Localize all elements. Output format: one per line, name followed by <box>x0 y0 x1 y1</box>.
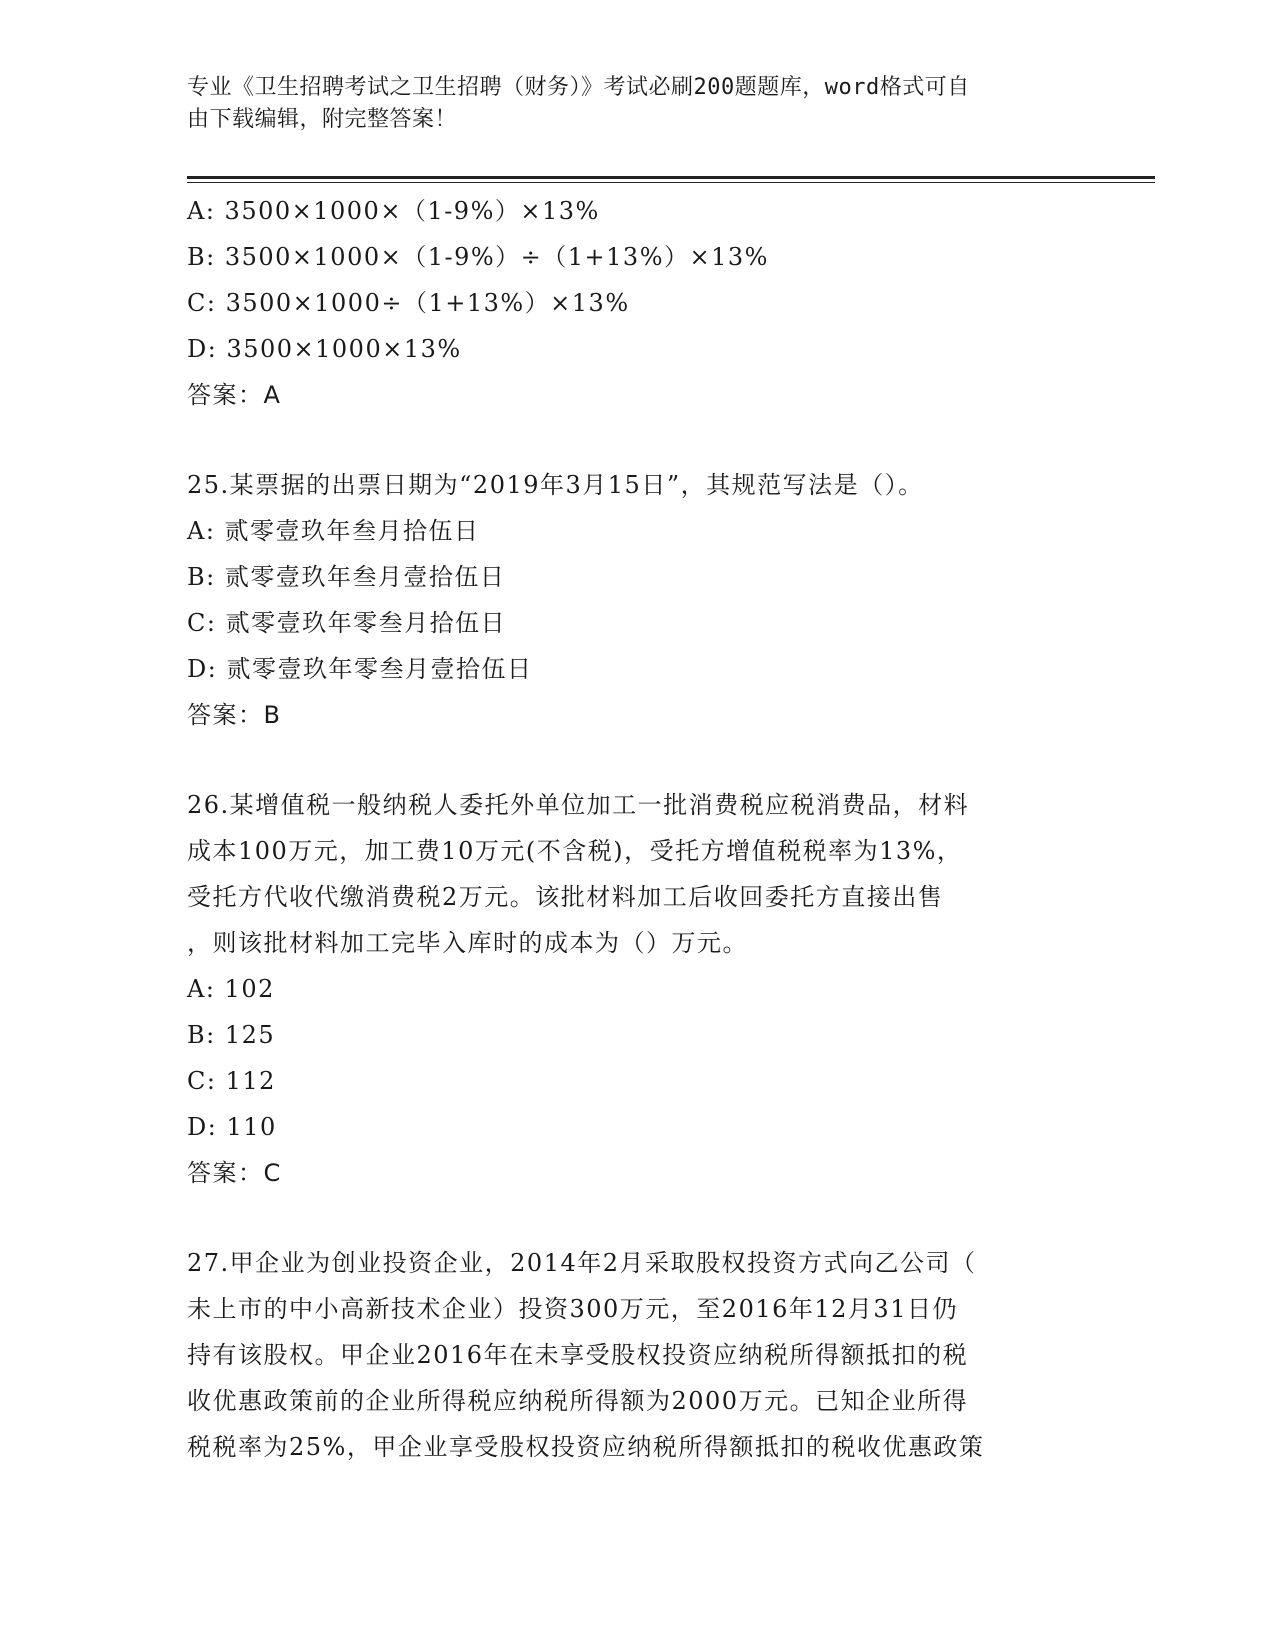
question-stem-line: ，则该批材料加工完毕入库时的成本为（）万元。 <box>187 929 748 957</box>
question-stem-line: 27.甲企业为创业投资企业，2014年2月采取股权投资方式向乙公司（ <box>187 1249 977 1277</box>
header-line-2: 由下载编辑，附完整答案！ <box>187 107 458 132</box>
option-b: B: 3500×1000×（1-9%）÷（1+13%）×13% <box>187 243 769 271</box>
option-d: D: 110 <box>187 1113 277 1141</box>
answer-line: 答案：B <box>187 701 282 729</box>
option-c: C: 3500×1000÷（1+13%）×13% <box>187 289 630 317</box>
question-stem-line: 未上市的中小高新技术企业）投资300万元，至2016年12月31日仍 <box>187 1295 958 1323</box>
question-content <box>187 188 1107 1470</box>
option-c: C: 112 <box>187 1067 276 1095</box>
option-a: A: 3500×1000×（1-9%）×13% <box>187 197 600 225</box>
question-stem-line: 受托方代收代缴消费税2万元。该批材料加工后收回委托方直接出售 <box>187 883 944 911</box>
question-25 <box>187 462 1107 738</box>
option-b: B: 125 <box>187 1021 276 1049</box>
question-stem-line: 26.某增值税一般纳税人委托外单位加工一批消费税应税消费品，材料 <box>187 791 970 819</box>
option-d: D: 贰零壹玖年零叁月壹拾伍日 <box>187 655 533 683</box>
question-stem-line: 收优惠政策前的企业所得税应纳税所得额为2000万元。已知企业所得 <box>187 1387 969 1415</box>
option-c: C: 贰零壹玖年零叁月拾伍日 <box>187 609 507 637</box>
question-spacer <box>187 418 1107 462</box>
question-spacer <box>187 1196 1107 1240</box>
document-header <box>187 72 1067 136</box>
answer-line: 答案：A <box>187 381 282 409</box>
question-spacer <box>187 738 1107 782</box>
question-stem-line: 25.某票据的出票日期为“2019年3月15日”，其规范写法是（）。 <box>187 471 924 499</box>
question-stem-line: 成本100万元，加工费10万元(不含税)，受托方增值税税率为13%， <box>187 837 963 865</box>
option-a: A: 102 <box>187 975 275 1003</box>
question-27 <box>187 1240 1107 1470</box>
option-b: B: 贰零壹玖年叁月壹拾伍日 <box>187 563 506 591</box>
header-divider-thin <box>187 182 1155 183</box>
answer-line: 答案：C <box>187 1159 282 1187</box>
question-24 <box>187 188 1107 418</box>
option-a: A: 贰零壹玖年叁月拾伍日 <box>187 517 480 545</box>
question-26 <box>187 782 1107 1196</box>
header-line-1: 专业《卫生招聘考试之卫生招聘（财务）》考试必刷200题题库，word格式可自 <box>187 75 970 100</box>
question-stem-line: 税税率为25%，甲企业享受股权投资应纳税所得额抵扣的税收优惠政策 <box>187 1433 985 1461</box>
option-d: D: 3500×1000×13% <box>187 335 462 363</box>
header-divider-thick <box>187 176 1155 179</box>
question-stem-line: 持有该股权。甲企业2016年在未享受股权投资应纳税所得额抵扣的税 <box>187 1341 969 1369</box>
